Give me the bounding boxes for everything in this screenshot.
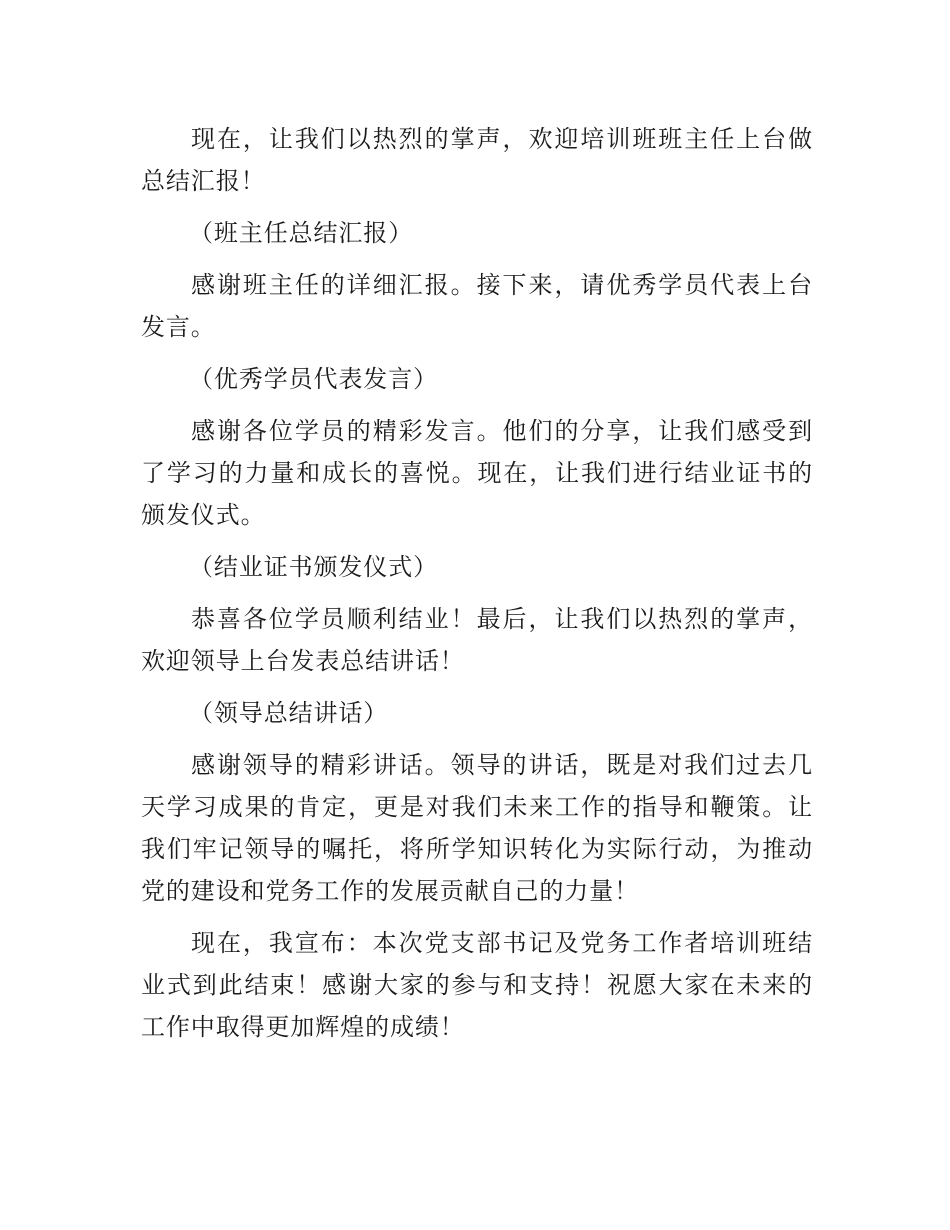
stage-direction-certificate-ceremony: （结业证书颁发仪式） — [189, 553, 438, 581]
paragraph-thanks-students: 感谢各位学员的精彩发言。他们的分享，让我们感受到了学习的力量和成长的喜悦。现在，让我们进行结业证书的颁发仪式。 — [141, 417, 813, 529]
paragraph-thanks-leader: 感谢领导的精彩讲话。领导的讲话，既是对我们过去几天学习成果的肯定，更是对我们未来工作的指导和鞭策。让我们牢记领导的嘱托，将所学知识转化为实际行动，为推动党的建设和党务工作的发展贡献自己的力量！ — [141, 751, 813, 905]
stage-direction-student-speech: （优秀学员代表发言） — [189, 365, 438, 393]
paragraph-applause-head-teacher: 现在，让我们以热烈的掌声，欢迎培训班班主任上台做总结汇报！ — [141, 125, 813, 195]
stage-direction-head-teacher-report: （班主任总结汇报） — [189, 219, 414, 247]
stage-direction-leader-speech: （领导总结讲话） — [189, 699, 389, 727]
document-body — [141, 118, 813, 1058]
paragraph-closing-announcement: 现在，我宣布：本次党支部书记及党务工作者培训班结业式到此结束！感谢大家的参与和支持！祝愿大家在未来的工作中取得更加辉煌的成绩！ — [141, 929, 813, 1041]
paragraph-thanks-head-teacher: 感谢班主任的详细汇报。接下来，请优秀学员代表上台发言。 — [141, 271, 813, 341]
paragraph-congratulations: 恭喜各位学员顺利结业！最后，让我们以热烈的掌声，欢迎领导上台发表总结讲话！ — [141, 605, 813, 675]
